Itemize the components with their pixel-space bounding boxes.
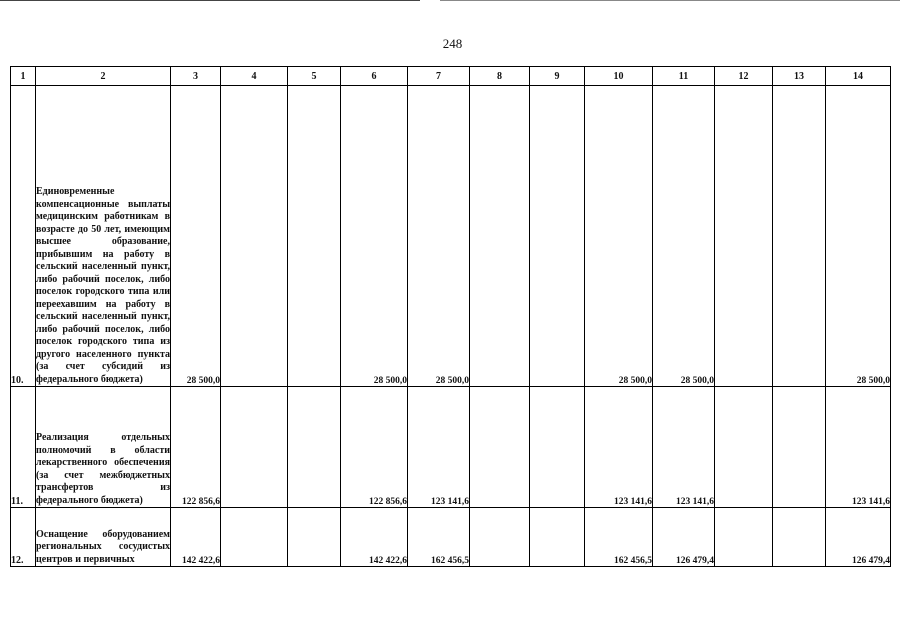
- row-description: Реализация отдельных полномочий в области лекарственного обеспечения (за счет межбюджетных трансфертов из федерального бюджета): [36, 387, 171, 508]
- scan-edge-line: [440, 0, 900, 1]
- budget-table: [10, 66, 891, 567]
- cell-value: 122 856,6: [341, 387, 408, 508]
- cell-value: [530, 86, 585, 387]
- row-number: 10.: [11, 86, 36, 387]
- row-number: 11.: [11, 387, 36, 508]
- row-description: Единовременные компенсационные выплаты медицинским работникам в возрасте до 50 лет, имеющим высшее образование, прибывшим на работу в сельский населенный пункт, либо рабочий поселок, либо поселок городского типа или переехавшим на работу в сельский населенный пункт, либо рабочий поселок, либо поселок городского типа из другого населенного пункта (за счет субсидий из федерального бюджета): [36, 86, 171, 387]
- cell-value: [288, 86, 341, 387]
- cell-value: [773, 86, 826, 387]
- cell-value: [221, 508, 288, 567]
- cell-value: 162 456,5: [585, 508, 653, 567]
- cell-value: [530, 508, 585, 567]
- header-row: [11, 67, 891, 86]
- table-row: [11, 387, 891, 508]
- table-row: [11, 86, 891, 387]
- cell-value: 142 422,6: [171, 508, 221, 567]
- cell-value: 28 500,0: [341, 86, 408, 387]
- row-description: Оснащение оборудованием региональных сосудистых центров и первичных: [36, 508, 171, 567]
- row-number: 12.: [11, 508, 36, 567]
- cell-value: 123 141,6: [585, 387, 653, 508]
- cell-value: [470, 86, 530, 387]
- column-header: 6: [341, 67, 408, 86]
- cell-value: [470, 508, 530, 567]
- cell-value: 123 141,6: [653, 387, 715, 508]
- cell-value: 142 422,6: [341, 508, 408, 567]
- cell-value: 123 141,6: [826, 387, 891, 508]
- cell-value: 28 500,0: [826, 86, 891, 387]
- cell-value: [288, 508, 341, 567]
- column-header: 4: [221, 67, 288, 86]
- column-header: 1: [11, 67, 36, 86]
- column-header: 14: [826, 67, 891, 86]
- cell-value: [715, 86, 773, 387]
- column-header: 13: [773, 67, 826, 86]
- column-header: 12: [715, 67, 773, 86]
- scan-edge-line: [0, 0, 420, 1]
- cell-value: [773, 508, 826, 567]
- column-header: 2: [36, 67, 171, 86]
- cell-value: [470, 387, 530, 508]
- cell-value: 28 500,0: [653, 86, 715, 387]
- cell-value: 122 856,6: [171, 387, 221, 508]
- cell-value: [773, 387, 826, 508]
- column-header: 3: [171, 67, 221, 86]
- cell-value: 126 479,4: [826, 508, 891, 567]
- column-header: 9: [530, 67, 585, 86]
- column-header: 11: [653, 67, 715, 86]
- column-header: 10: [585, 67, 653, 86]
- cell-value: 28 500,0: [408, 86, 470, 387]
- cell-value: [221, 86, 288, 387]
- column-header: 8: [470, 67, 530, 86]
- cell-value: [221, 387, 288, 508]
- cell-value: [530, 387, 585, 508]
- cell-value: [288, 387, 341, 508]
- column-header: 5: [288, 67, 341, 86]
- cell-value: 162 456,5: [408, 508, 470, 567]
- cell-value: [715, 508, 773, 567]
- cell-value: 28 500,0: [585, 86, 653, 387]
- cell-value: 123 141,6: [408, 387, 470, 508]
- cell-value: 126 479,4: [653, 508, 715, 567]
- cell-value: [715, 387, 773, 508]
- table-row: [11, 508, 891, 567]
- page-number: 248: [442, 36, 463, 51]
- column-header: 7: [408, 67, 470, 86]
- cell-value: 28 500,0: [171, 86, 221, 387]
